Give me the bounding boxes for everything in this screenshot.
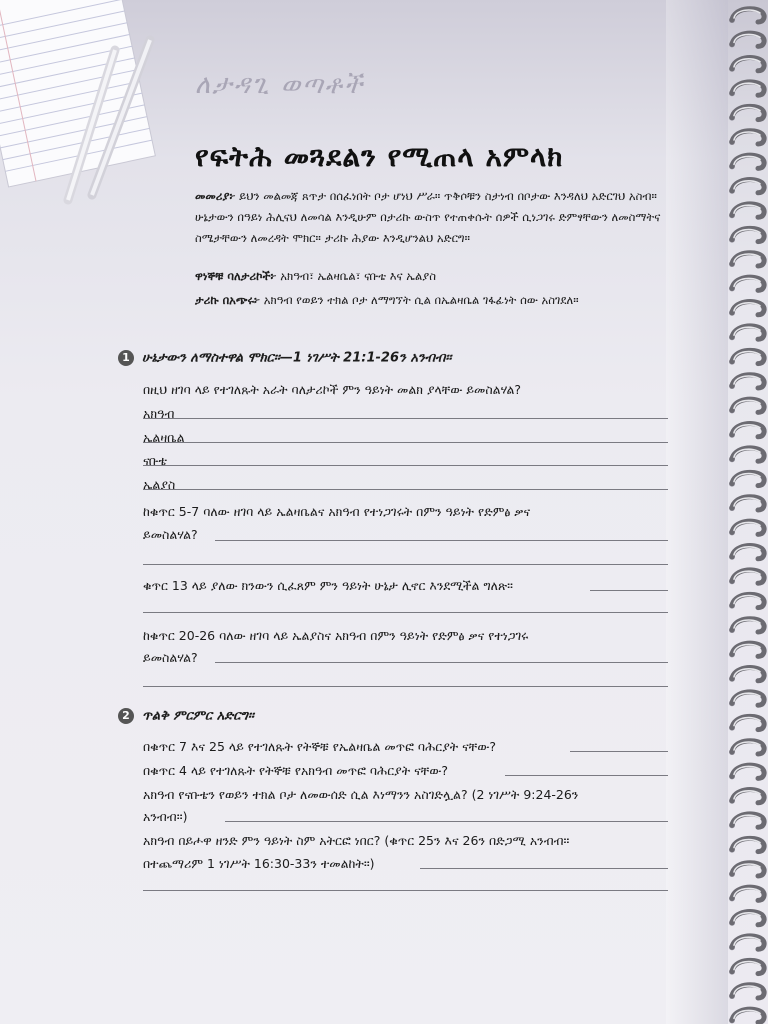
- answer-rule: [143, 418, 668, 419]
- name-label: ናቡቴ: [143, 453, 167, 468]
- q2-question-c-line1: አክዓብ የናቡቴን የወይን ተክል ቦታ ለመውሰድ ሲል እነማንን አስገድሏል? (2 ነገሥት 9:24-26ን: [143, 787, 579, 802]
- q1-question-c-line1: ከቁጥር 20-26 ባለው ዘገባ ላይ ኤልያስና አክዓብ በምን ዓይነት የድምፅ ቃና የተነጋገሩ: [143, 628, 529, 643]
- answer-rule[interactable]: [505, 775, 668, 776]
- question-number-badge: 1: [118, 350, 134, 366]
- question-2-heading: [118, 708, 254, 724]
- question-2-title: ጥልቅ ምርምር አድርግ።: [142, 708, 254, 724]
- answer-rule[interactable]: [143, 686, 668, 687]
- spiral-binding: [724, 0, 768, 1024]
- name-label: ኤልያስ: [143, 477, 176, 492]
- directions-label: መመሪያ፦: [195, 189, 236, 203]
- q2-question-a: በቁጥር 7 እና 25 ላይ የተገለጹት የትኞቹ የኤልዛቤል መጥፎ ባሕርያት ናቸው?: [143, 739, 497, 754]
- answer-rule[interactable]: [215, 662, 668, 663]
- answer-rule[interactable]: [143, 612, 668, 613]
- answer-line-name-3[interactable]: [143, 453, 668, 475]
- q1-question-c-line2: ይመስልሃል?: [143, 650, 198, 665]
- q1-question-a-line2: ይመስልሃል?: [143, 527, 198, 542]
- question-number-badge: 2: [118, 708, 134, 724]
- section-title: ለታዳጊ ወጣቶች: [195, 70, 365, 100]
- answer-rule: [143, 442, 668, 443]
- q2-question-d-line2: በተጨማሪም 1 ነገሥት 16:30-33ን ተመልከት።): [143, 856, 375, 871]
- answer-rule[interactable]: [420, 868, 668, 869]
- q2-question-d-line1: አክዓብ በይሖዋ ዘንድ ምን ዓይነት ስም አትርፎ ነበር? (ቁጥር 25ን እና 26ን በድጋሚ አንብብ።: [143, 833, 570, 848]
- characters-text: አክዓብ፣ ኤልዛቤል፣ ናቡቴ እና ኤልያስ: [276, 269, 436, 283]
- q1-prompt: በዚህ ዘገባ ላይ የተገለጹት አራት ባለታሪኮች ምን ዓይነት መልክ ያላቸው ይመስልሃል?: [143, 382, 522, 397]
- answer-rule[interactable]: [215, 540, 668, 541]
- q1-question-a-line1: ከቁጥር 5-7 ባለው ዘገባ ላይ ኤልዛቤልና አክዓብ የተነጋገሩት በምን ዓይነት የድምፅ ቃና: [143, 504, 531, 519]
- summary-text: አክዓብ የወይን ተክል ቦታ ለማግኘት ሲል በኤልዛቤል ገፋፊነት ሰው አስገደለ።: [260, 293, 579, 307]
- answer-line-name-1[interactable]: [143, 406, 668, 428]
- answer-line-name-2[interactable]: [143, 430, 668, 452]
- answer-rule[interactable]: [143, 564, 668, 565]
- page-title: የፍትሕ መጓደልን የሚጠላ አምላክ: [195, 140, 564, 173]
- directions-text: ይህን መልመጃ ጸጥታ በሰፈነበት ቦታ ሆነህ ሥራ። ጥቅሶቹን ስታነብ በቦታው እንዳለህ አድርገህ አስብ። ሁኔታውን በዓይነ ሕሊናህ ለመሳል እንዲሁም በታሪኩ ውስጥ የተጠቀሱት ሰዎች ሲነጋገሩ ድምፃቸውን ለመስማትና ስሜታቸውን ለመረዳት ሞክር። ታሪኩ ሕያው እንዲሆንልህ አድርግ።: [195, 189, 661, 245]
- characters-paragraph: [195, 266, 665, 287]
- answer-rule[interactable]: [143, 890, 668, 891]
- notepad-pencils-illustration: [0, 0, 170, 210]
- answer-rule[interactable]: [590, 590, 668, 591]
- page-edge-shading: [666, 0, 728, 1024]
- answer-rule[interactable]: [570, 751, 668, 752]
- q2-question-b: በቁጥር 4 ላይ የተገለጹት የትኞቹ የአክዓብ መጥፎ ባሕርያት ናቸው?: [143, 763, 448, 778]
- question-1-title: ሁኔታውን ለማስተዋል ሞክር።—1 ነገሥት 21:1-26ን አንብብ።: [142, 350, 452, 366]
- question-1-heading: [118, 350, 451, 366]
- q2-question-c-line2: አንብብ።): [143, 809, 188, 824]
- q1-question-b: ቁጥር 13 ላይ ያለው ክንውን ሲፈጸም ምን ዓይነት ሁኔታ ሊኖር እንደሚችል ግለጽ።: [143, 578, 513, 593]
- summary-label: ታሪኩ በአጭሩ፦: [195, 293, 261, 307]
- summary-paragraph: [195, 290, 665, 311]
- name-label: አክዓብ: [143, 406, 175, 421]
- answer-rule: [143, 489, 668, 490]
- answer-line-name-4[interactable]: [143, 477, 668, 499]
- answer-rule[interactable]: [225, 821, 668, 822]
- directions-paragraph: [195, 186, 665, 249]
- name-label: ኤልዛቤል: [143, 430, 185, 445]
- answer-rule: [143, 465, 668, 466]
- characters-label: ዋነኞቹ ባለታሪኮች፦: [195, 269, 277, 283]
